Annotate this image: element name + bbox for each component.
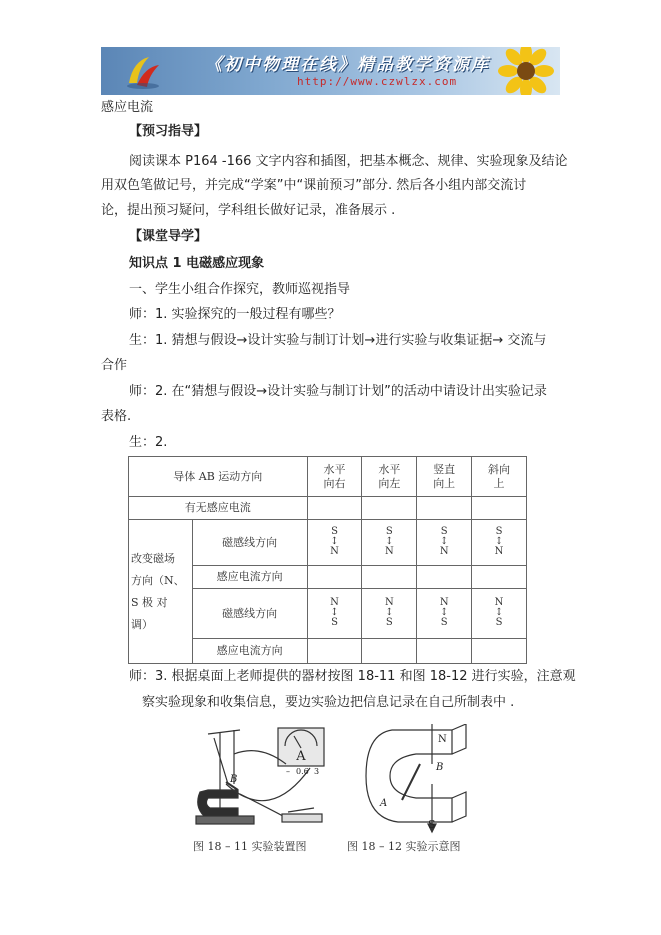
teacher-question-3-line1: 师：3. 根据桌面上老师提供的器材按图 18-11 和图 18-12 进行实验，注意观 [129,669,576,684]
south-pole-label: S [428,818,436,831]
has-current-label: 有无感应电流 [129,497,308,520]
banner-url[interactable]: http://www.czwlzx.com [297,75,458,88]
teacher-question-2-line1: 师：2. 在“猜想与假设→设计实验与制订计划”的活动中请设计出实验记录 [129,384,547,399]
sn-cell: S ↕ N [362,520,417,566]
teacher-question-1: 师：1. 实验探究的一般过程有哪些？ [129,307,341,322]
preview-paragraph-line1: 阅读课本 P164 -166 文字内容和插图，把基本概念、规律、实验现象及结论 [129,154,568,169]
point-b-label: B [230,774,238,785]
group-label: 改变磁场 方向（N、 S 极 对 调） [129,520,193,664]
point-a-label: A [380,798,388,809]
field-direction-label: 磁感线方向 [192,589,307,639]
current-direction-label: 感应电流方向 [192,566,307,589]
sn-cell: S ↕ N [472,520,527,566]
table-row [129,520,527,566]
field-direction-label: 磁感线方向 [192,520,307,566]
figure-18-12-caption: 图 18 – 12 实验示意图 [347,840,461,853]
experiment-record-table [128,456,527,664]
ns-cell: N ↕ S [362,589,417,639]
dir-cell: 斜向 上 [472,457,527,497]
north-pole-label: N [438,734,447,745]
table-row [129,497,527,520]
figure-18-11-apparatus [190,724,340,834]
dir-cell: 水平 向左 [362,457,417,497]
preview-paragraph-line3: 论，提出预习疑问，学科组长做好记录，准备展示 . [101,203,396,218]
teacher-question-3-line2: 察实验现象和收集信息，要边实验边把信息记录在自己所制表中 . [142,695,515,710]
ns-cell: N ↕ S [417,589,472,639]
preview-title: 【预习指导】 [129,124,208,139]
point-b-label: B [436,762,444,773]
table-row [129,457,527,497]
dir-cell: 竖直 向上 [417,457,472,497]
dir-cell: 水平 向右 [307,457,362,497]
site-logo-icon [123,53,163,91]
banner-title: 《初中物理在线》精品教学资源库 [205,55,490,75]
svg-text:3: 3 [314,767,320,776]
student-answer-1-line1: 生：1. 猜想与假设→设计实验与制订计划→进行实验与收集证据→ 交流与 [129,333,547,348]
ns-cell: N ↕ S [307,589,362,639]
header-banner [101,47,560,95]
teacher-question-2-line2: 表格. [101,409,132,424]
doc-heading: 感应电流 [101,100,154,115]
sn-cell: S ↕ N [417,520,472,566]
header-direction: 导体 AB 运动方向 [129,457,308,497]
sunflower-icon [478,47,558,95]
figure-18-12-schematic [362,724,472,834]
sn-cell: S ↕ N [307,520,362,566]
ns-cell: N ↕ S [472,589,527,639]
item-1: 一、学生小组合作探究，教师巡视指导 [129,282,351,297]
knowledge-point-1: 知识点 1 电磁感应现象 [129,256,265,271]
student-answer-1-line2: 合作 [101,358,128,373]
student-answer-2: 生：2. [129,435,168,450]
figure-18-11-caption: 图 18 – 11 实验装置图 [193,840,307,853]
svg-text:0.6: 0.6 [296,767,309,776]
preview-paragraph-line2: 用双色笔做记号，并完成“学案”中“课前预习”部分. 然后各小组内部交流讨 [101,178,527,193]
class-guide-title: 【课堂导学】 [129,229,208,244]
ammeter-label: A [296,749,306,764]
current-direction-label: 感应电流方向 [192,639,307,664]
svg-text:–: – [286,767,290,776]
